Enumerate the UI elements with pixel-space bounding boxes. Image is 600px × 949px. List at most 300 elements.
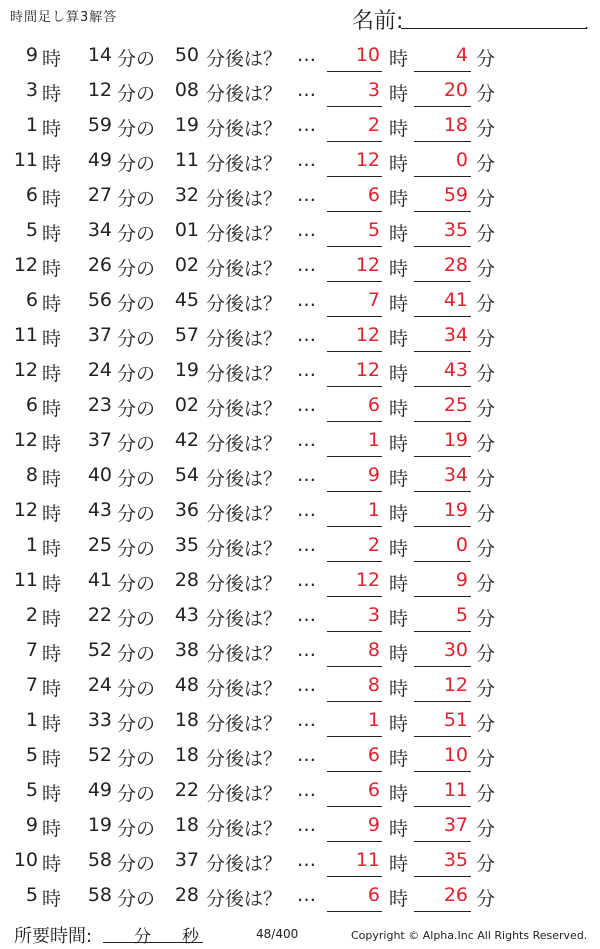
- minute-label: 分: [476, 433, 496, 455]
- start-hour: 11: [13, 569, 38, 591]
- answer-hour-line: [327, 456, 382, 457]
- answer-minute-line: [414, 666, 471, 667]
- ellipsis: …: [297, 44, 316, 66]
- start-minute: 59: [87, 114, 112, 136]
- problem-row: [0, 213, 600, 248]
- problem-row: [0, 388, 600, 423]
- answer-hour: 1: [367, 709, 380, 731]
- minute-of-label: 分の: [117, 363, 156, 385]
- after-label: 分後は？: [206, 433, 283, 455]
- page-number: 48/400: [256, 927, 299, 941]
- start-minute: 56: [87, 289, 112, 311]
- answer-hour-line: [327, 176, 382, 177]
- hour-label: 時: [42, 433, 62, 455]
- answer-hour-line: [327, 876, 382, 877]
- after-label: 分後は？: [206, 83, 283, 105]
- after-label: 分後は？: [206, 538, 283, 560]
- start-minute: 49: [87, 149, 112, 171]
- answer-minute: 9: [455, 569, 468, 591]
- minute-label: 分: [476, 83, 496, 105]
- answer-hour: 8: [367, 639, 380, 661]
- minute-label: 分: [476, 783, 496, 805]
- answer-hour: 6: [367, 394, 380, 416]
- start-hour: 12: [13, 499, 38, 521]
- answer-hour-line: [327, 141, 382, 142]
- ellipsis: …: [297, 814, 316, 836]
- minute-of-label: 分の: [117, 678, 156, 700]
- problem-row: [0, 423, 600, 458]
- added-minutes: 28: [174, 884, 199, 906]
- answer-minute: 10: [443, 744, 468, 766]
- problem-row: [0, 283, 600, 318]
- hour-label: 時: [389, 188, 409, 210]
- start-minute: 22: [87, 604, 112, 626]
- problem-row: [0, 493, 600, 528]
- answer-minute: 37: [443, 814, 468, 836]
- start-hour: 10: [13, 849, 38, 871]
- problem-row: [0, 353, 600, 388]
- start-minute: 58: [87, 884, 112, 906]
- start-minute: 41: [87, 569, 112, 591]
- after-label: 分後は？: [206, 188, 283, 210]
- minute-label: 分: [476, 538, 496, 560]
- ellipsis: …: [297, 534, 316, 556]
- answer-hour-line: [327, 71, 382, 72]
- answer-minute: 25: [443, 394, 468, 416]
- after-label: 分後は？: [206, 258, 283, 280]
- answer-minute: 41: [443, 289, 468, 311]
- start-minute: 43: [87, 499, 112, 521]
- problem-row: [0, 808, 600, 843]
- hour-label: 時: [42, 748, 62, 770]
- added-minutes: 32: [174, 184, 199, 206]
- answer-minute: 0: [455, 149, 468, 171]
- after-label: 分後は？: [206, 748, 283, 770]
- answer-hour: 2: [367, 114, 380, 136]
- hour-label: 時: [389, 363, 409, 385]
- hour-label: 時: [389, 83, 409, 105]
- ellipsis: …: [297, 114, 316, 136]
- minute-of-label: 分の: [117, 538, 156, 560]
- after-label: 分後は？: [206, 643, 283, 665]
- start-minute: 24: [87, 674, 112, 696]
- start-hour: 5: [25, 779, 38, 801]
- after-label: 分後は？: [206, 818, 283, 840]
- start-hour: 7: [25, 639, 38, 661]
- start-hour: 1: [25, 709, 38, 731]
- start-minute: 37: [87, 429, 112, 451]
- time-taken-label: 所要時間:: [14, 926, 93, 947]
- start-minute: 33: [87, 709, 112, 731]
- answer-hour-line: [327, 386, 382, 387]
- minute-of-label: 分の: [117, 83, 156, 105]
- minute-of-label: 分の: [117, 293, 156, 315]
- start-hour: 3: [25, 79, 38, 101]
- start-hour: 6: [25, 289, 38, 311]
- hour-label: 時: [389, 223, 409, 245]
- added-minutes: 54: [174, 464, 199, 486]
- added-minutes: 37: [174, 849, 199, 871]
- ellipsis: …: [297, 184, 316, 206]
- answer-minute-line: [414, 211, 471, 212]
- name-label: 名前:: [352, 9, 404, 34]
- answer-minute-line: [414, 491, 471, 492]
- after-label: 分後は？: [206, 363, 283, 385]
- start-hour: 5: [25, 744, 38, 766]
- after-label: 分後は？: [206, 328, 283, 350]
- hour-label: 時: [389, 608, 409, 630]
- answer-minute: 20: [443, 79, 468, 101]
- answer-minute: 5: [455, 604, 468, 626]
- problem-row: [0, 318, 600, 353]
- minute-of-label: 分の: [117, 118, 156, 140]
- hour-label: 時: [389, 783, 409, 805]
- start-hour: 11: [13, 324, 38, 346]
- ellipsis: …: [297, 884, 316, 906]
- after-label: 分後は？: [206, 783, 283, 805]
- minute-of-label: 分の: [117, 643, 156, 665]
- answer-hour-line: [327, 701, 382, 702]
- ellipsis: …: [297, 709, 316, 731]
- hour-label: 時: [42, 503, 62, 525]
- answer-minute-line: [414, 176, 471, 177]
- added-minutes: 43: [174, 604, 199, 626]
- added-minutes: 28: [174, 569, 199, 591]
- minute-of-label: 分の: [117, 398, 156, 420]
- hour-label: 時: [389, 328, 409, 350]
- start-hour: 9: [25, 44, 38, 66]
- minute-of-label: 分の: [117, 468, 156, 490]
- minute-label: 分: [476, 573, 496, 595]
- start-minute: 52: [87, 639, 112, 661]
- minute-label: 分: [476, 188, 496, 210]
- ellipsis: …: [297, 464, 316, 486]
- minute-of-label: 分の: [117, 573, 156, 595]
- start-minute: 37: [87, 324, 112, 346]
- after-label: 分後は？: [206, 503, 283, 525]
- hour-label: 時: [42, 468, 62, 490]
- answer-minute-line: [414, 141, 471, 142]
- ellipsis: …: [297, 849, 316, 871]
- minute-of-label: 分の: [117, 818, 156, 840]
- problem-row: [0, 668, 600, 703]
- after-label: 分後は？: [206, 223, 283, 245]
- answer-hour: 5: [367, 219, 380, 241]
- hour-label: 時: [389, 573, 409, 595]
- answer-minute: 18: [443, 114, 468, 136]
- ellipsis: …: [297, 744, 316, 766]
- hour-label: 時: [389, 853, 409, 875]
- problem-row: [0, 598, 600, 633]
- ellipsis: …: [297, 79, 316, 101]
- start-hour: 8: [25, 464, 38, 486]
- minute-label: 分: [476, 748, 496, 770]
- added-minutes: 57: [174, 324, 199, 346]
- minute-label: 分: [476, 643, 496, 665]
- problem-row: [0, 73, 600, 108]
- hour-label: 時: [389, 888, 409, 910]
- problem-row: [0, 633, 600, 668]
- after-label: 分後は？: [206, 713, 283, 735]
- hour-label: 時: [42, 223, 62, 245]
- minute-label: 分: [476, 468, 496, 490]
- answer-minute: 12: [443, 674, 468, 696]
- footer: [0, 920, 600, 949]
- after-label: 分後は？: [206, 608, 283, 630]
- hour-label: 時: [42, 678, 62, 700]
- answer-minute-line: [414, 281, 471, 282]
- answer-hour-line: [327, 106, 382, 107]
- start-hour: 12: [13, 254, 38, 276]
- added-minutes: 18: [174, 814, 199, 836]
- hour-label: 時: [389, 643, 409, 665]
- hour-label: 時: [42, 573, 62, 595]
- after-label: 分後は？: [206, 293, 283, 315]
- minute-label: 分: [476, 363, 496, 385]
- answer-hour: 7: [367, 289, 380, 311]
- minute-of-label: 分の: [117, 503, 156, 525]
- start-hour: 6: [25, 184, 38, 206]
- answer-hour-line: [327, 736, 382, 737]
- answer-hour: 12: [355, 254, 380, 276]
- hour-label: 時: [389, 118, 409, 140]
- minute-label: 分: [476, 258, 496, 280]
- after-label: 分後は？: [206, 118, 283, 140]
- hour-label: 時: [42, 258, 62, 280]
- hour-label: 時: [389, 818, 409, 840]
- problem-row: [0, 773, 600, 808]
- answer-minute: 26: [443, 884, 468, 906]
- minute-of-label: 分の: [117, 433, 156, 455]
- hour-label: 時: [389, 153, 409, 175]
- added-minutes: 35: [174, 534, 199, 556]
- start-hour: 1: [25, 114, 38, 136]
- minute-of-label: 分の: [117, 328, 156, 350]
- minute-label: 分: [476, 48, 496, 70]
- ellipsis: …: [297, 254, 316, 276]
- answer-minute-line: [414, 106, 471, 107]
- answer-minute: 28: [443, 254, 468, 276]
- minute-of-label: 分の: [117, 888, 156, 910]
- hour-label: 時: [42, 713, 62, 735]
- hour-label: 時: [389, 258, 409, 280]
- start-hour: 5: [25, 219, 38, 241]
- after-label: 分後は？: [206, 888, 283, 910]
- problem-row: [0, 38, 600, 73]
- minute-of-label: 分の: [117, 783, 156, 805]
- start-minute: 19: [87, 814, 112, 836]
- hour-label: 時: [389, 678, 409, 700]
- answer-hour: 3: [367, 79, 380, 101]
- answer-minute-line: [414, 771, 471, 772]
- hour-label: 時: [42, 783, 62, 805]
- start-minute: 26: [87, 254, 112, 276]
- minute-label: 分: [476, 608, 496, 630]
- added-minutes: 19: [174, 114, 199, 136]
- start-minute: 25: [87, 534, 112, 556]
- after-label: 分後は？: [206, 573, 283, 595]
- hour-label: 時: [42, 188, 62, 210]
- added-minutes: 11: [174, 149, 199, 171]
- ellipsis: …: [297, 359, 316, 381]
- answer-hour: 1: [367, 499, 380, 521]
- start-minute: 52: [87, 744, 112, 766]
- problem-row: [0, 878, 600, 913]
- minute-of-label: 分の: [117, 153, 156, 175]
- hour-label: 時: [389, 503, 409, 525]
- answer-minute-line: [414, 701, 471, 702]
- answer-hour-line: [327, 666, 382, 667]
- added-minutes: 02: [174, 394, 199, 416]
- hour-label: 時: [42, 818, 62, 840]
- ellipsis: …: [297, 289, 316, 311]
- hour-label: 時: [42, 853, 62, 875]
- minute-label: 分: [476, 503, 496, 525]
- hour-label: 時: [42, 48, 62, 70]
- answer-minute: 43: [443, 359, 468, 381]
- ellipsis: …: [297, 499, 316, 521]
- answer-minute-line: [414, 456, 471, 457]
- answer-minute-line: [414, 736, 471, 737]
- answer-minute-line: [414, 806, 471, 807]
- hour-label: 時: [389, 748, 409, 770]
- answer-hour-line: [327, 596, 382, 597]
- answer-minute-line: [414, 351, 471, 352]
- answer-minute-line: [414, 561, 471, 562]
- added-minutes: 36: [174, 499, 199, 521]
- after-label: 分後は？: [206, 853, 283, 875]
- answer-hour-line: [327, 561, 382, 562]
- added-minutes: 42: [174, 429, 199, 451]
- minute-of-label: 分の: [117, 748, 156, 770]
- minute-of-label: 分の: [117, 48, 156, 70]
- answer-hour: 6: [367, 744, 380, 766]
- answer-minute: 59: [443, 184, 468, 206]
- answer-minute-line: [414, 631, 471, 632]
- answer-minute: 34: [443, 464, 468, 486]
- hour-label: 時: [389, 433, 409, 455]
- hour-label: 時: [42, 293, 62, 315]
- answer-hour-line: [327, 771, 382, 772]
- start-hour: 12: [13, 429, 38, 451]
- answer-hour: 10: [355, 44, 380, 66]
- ellipsis: …: [297, 569, 316, 591]
- answer-hour-line: [327, 211, 382, 212]
- problem-row: [0, 108, 600, 143]
- problem-row: [0, 528, 600, 563]
- answer-hour-line: [327, 806, 382, 807]
- start-hour: 11: [13, 149, 38, 171]
- start-minute: 40: [87, 464, 112, 486]
- hour-label: 時: [42, 888, 62, 910]
- ellipsis: …: [297, 394, 316, 416]
- answer-hour-line: [327, 316, 382, 317]
- added-minutes: 01: [174, 219, 199, 241]
- answer-hour: 6: [367, 184, 380, 206]
- answer-minute-line: [414, 876, 471, 877]
- hour-label: 時: [42, 153, 62, 175]
- answer-minute: 19: [443, 429, 468, 451]
- answer-hour-line: [327, 631, 382, 632]
- added-minutes: 50: [174, 44, 199, 66]
- answer-minute-line: [414, 841, 471, 842]
- after-label: 分後は？: [206, 48, 283, 70]
- answer-hour: 2: [367, 534, 380, 556]
- start-minute: 12: [87, 79, 112, 101]
- added-minutes: 18: [174, 744, 199, 766]
- start-minute: 34: [87, 219, 112, 241]
- answer-hour-line: [327, 911, 382, 912]
- start-minute: 23: [87, 394, 112, 416]
- answer-minute-line: [414, 421, 471, 422]
- answer-hour: 3: [367, 604, 380, 626]
- added-minutes: 22: [174, 779, 199, 801]
- added-minutes: 18: [174, 709, 199, 731]
- hour-label: 時: [42, 608, 62, 630]
- problem-row: [0, 143, 600, 178]
- after-label: 分後は？: [206, 398, 283, 420]
- hour-label: 時: [42, 363, 62, 385]
- answer-minute-line: [414, 911, 471, 912]
- hour-label: 時: [389, 293, 409, 315]
- minute-label: 分: [476, 713, 496, 735]
- problem-row: [0, 178, 600, 213]
- hour-label: 時: [42, 118, 62, 140]
- problem-row: [0, 738, 600, 773]
- answer-hour-line: [327, 491, 382, 492]
- answer-minute-line: [414, 596, 471, 597]
- start-hour: 5: [25, 884, 38, 906]
- ellipsis: …: [297, 219, 316, 241]
- added-minutes: 19: [174, 359, 199, 381]
- answer-hour: 6: [367, 884, 380, 906]
- added-minutes: 02: [174, 254, 199, 276]
- minute-label: 分: [476, 888, 496, 910]
- answer-minute: 4: [455, 44, 468, 66]
- answer-hour: 12: [355, 149, 380, 171]
- answer-minute-line: [414, 526, 471, 527]
- answer-hour-line: [327, 526, 382, 527]
- ellipsis: …: [297, 604, 316, 626]
- minute-unit: 分: [134, 927, 151, 947]
- start-hour: 9: [25, 814, 38, 836]
- hour-label: 時: [389, 48, 409, 70]
- answer-hour: 12: [355, 324, 380, 346]
- answer-minute: 51: [443, 709, 468, 731]
- hour-label: 時: [42, 398, 62, 420]
- minute-label: 分: [476, 153, 496, 175]
- start-minute: 58: [87, 849, 112, 871]
- answer-hour: 1: [367, 429, 380, 451]
- worksheet-title: 時間足し算3解答: [10, 10, 118, 25]
- ellipsis: …: [297, 324, 316, 346]
- answer-hour: 8: [367, 674, 380, 696]
- start-hour: 2: [25, 604, 38, 626]
- start-hour: 1: [25, 534, 38, 556]
- answer-hour: 9: [367, 814, 380, 836]
- after-label: 分後は？: [206, 678, 283, 700]
- start-minute: 14: [87, 44, 112, 66]
- answer-hour-line: [327, 351, 382, 352]
- added-minutes: 08: [174, 79, 199, 101]
- answer-hour: 11: [355, 849, 380, 871]
- minute-of-label: 分の: [117, 608, 156, 630]
- answer-hour-line: [327, 246, 382, 247]
- answer-minute-line: [414, 246, 471, 247]
- answer-minute: 0: [455, 534, 468, 556]
- start-minute: 49: [87, 779, 112, 801]
- hour-label: 時: [42, 328, 62, 350]
